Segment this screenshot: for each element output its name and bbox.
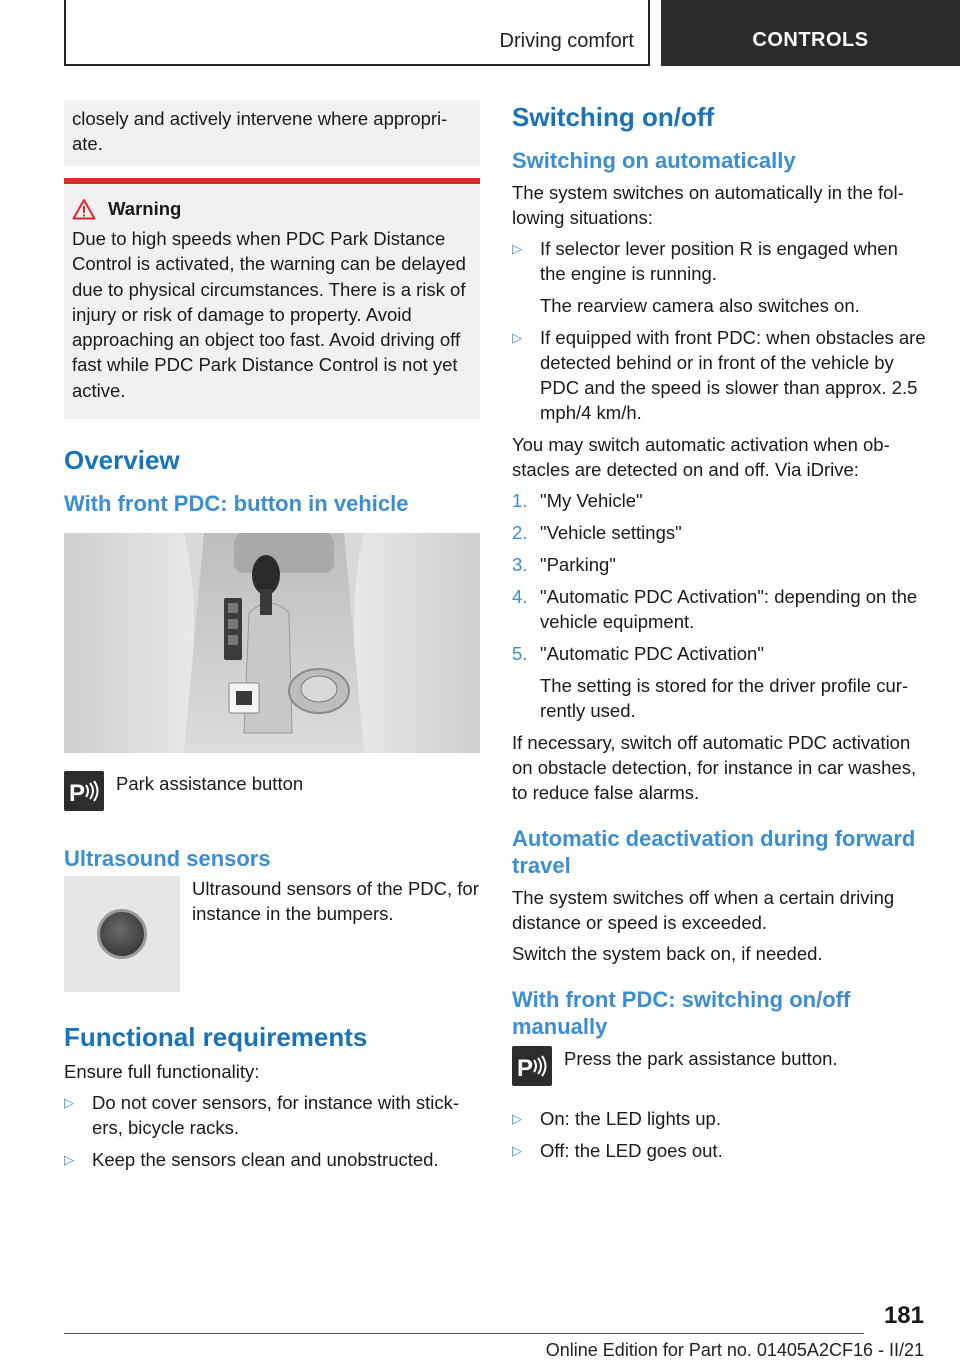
overview-heading: Overview: [64, 445, 180, 476]
continued-note-box: [64, 100, 480, 166]
list-item: ▷ On: the LED lights up.: [512, 1106, 928, 1131]
manual-heading: With front PDC: switching on/off manually: [512, 987, 851, 1039]
deactivation-heading: Automatic deactivation during forward travel: [512, 826, 916, 878]
step-item: 2. "Vehicle settings": [512, 522, 682, 543]
left-column: [64, 100, 480, 1179]
auto-switch-text: You may switch automatic activation when obstacles are detected on and off. Via iDrive:: [512, 434, 890, 480]
list-item: ▷ Do not cover sensors, for instance with stickers, bicycle racks.: [64, 1090, 480, 1140]
warning-title: Warning: [108, 198, 182, 219]
deactivation-text: The system switches off when a certain driving distance or speed is exceeded.: [512, 887, 895, 933]
list-item: ▷ Keep the sensors clean and unobstructed.: [64, 1147, 480, 1172]
footer-edition: Online Edition for Part no. 01405A2CF16 - II/21: [545, 1340, 924, 1360]
page-number: 181: [883, 1302, 924, 1329]
step-item: 5. "Automatic PDC Activation" The setting is stored for the driver profile currently used.: [512, 641, 928, 723]
step-item: 1. "My Vehicle": [512, 490, 643, 511]
idrive-steps: [512, 488, 928, 723]
step-item: 4. "Automatic PDC Activation": depending on the vehicle equipment.: [512, 586, 918, 632]
center-console-photo: [64, 533, 480, 753]
button-caption: Park assistance button: [116, 773, 304, 795]
warning-triangle-icon: [72, 198, 96, 220]
continued-note-text: closely and actively intervene where appropriate.: [72, 108, 448, 154]
right-column: [512, 100, 928, 1170]
list-item-note: The rearview camera also switches on.: [540, 295, 860, 316]
warning-box: [64, 178, 480, 419]
ultrasound-sensor-image: [64, 876, 180, 992]
center-console-illustration: [64, 533, 480, 753]
warning-header: [72, 198, 472, 220]
header-section-title: Driving comfort: [499, 30, 634, 52]
svg-text:P: P: [517, 1055, 534, 1080]
svg-text:P: P: [69, 780, 86, 806]
step-note: The setting is stored for the driver profile currently used.: [540, 675, 909, 721]
ultrasound-text: Ultrasound sensors of the PDC, for instance in the bumpers.: [192, 878, 479, 925]
switch-back-text: Switch the system back on, if needed.: [512, 943, 823, 964]
functional-intro: Ensure full functionality:: [64, 1061, 260, 1083]
functional-list: [64, 1090, 480, 1172]
functional-heading: Functional requirements: [64, 1022, 368, 1053]
list-item: ▷ If selector lever position R is engaged when the engine is running. The rearview camera also switches on.: [512, 236, 928, 318]
manual-caption: Press the park assistance button.: [564, 1048, 838, 1069]
list-item: ▷ Off: the LED goes out.: [512, 1138, 928, 1163]
switching-heading: Switching on/off: [512, 102, 715, 132]
ultrasound-sensor-icon: [97, 909, 147, 959]
list-item: ▷ If equipped with front PDC: when obstacles are detected behind or in front of the vehicle by PDC and the speed is slower than approx. 2.5 mph/4 km/h.: [512, 325, 928, 425]
header-divider: [648, 0, 650, 66]
button-caption-row: [64, 771, 480, 811]
front-pdc-heading: With front PDC: button in vehicle: [64, 491, 409, 517]
auto-off-text: If necessary, switch off automatic PDC activation on obstacle detection, for instance in car washes, to reduce false alarms.: [512, 732, 917, 803]
manual-caption-row: [512, 1046, 928, 1086]
header-rule: [64, 64, 650, 66]
warning-text: Due to high speeds when PDC Park Distance Control is activated, the warning can be delayed due to physical circumstances. There is a risk of injury or risk of damage to property. Avoid approaching an object too fast. Avoid driving off fast while PDC Park Distance Control is not yet active.: [72, 228, 466, 401]
auto-on-list: [512, 236, 928, 425]
ultrasound-row: [64, 876, 480, 992]
led-list: [512, 1106, 928, 1163]
header-chapter-tab: CONTROLS: [661, 0, 960, 66]
auto-on-heading: Switching on automatically: [512, 148, 796, 173]
auto-on-intro: The system switches on automatically in the following situations:: [512, 182, 904, 228]
footer-rule: [64, 1333, 864, 1334]
step-item: 3. "Parking": [512, 554, 616, 575]
park-assistance-icon: [64, 771, 104, 811]
header-left-rule: [64, 0, 66, 66]
ultrasound-heading: Ultrasound sensors: [64, 846, 271, 872]
park-assistance-icon: [512, 1046, 552, 1086]
